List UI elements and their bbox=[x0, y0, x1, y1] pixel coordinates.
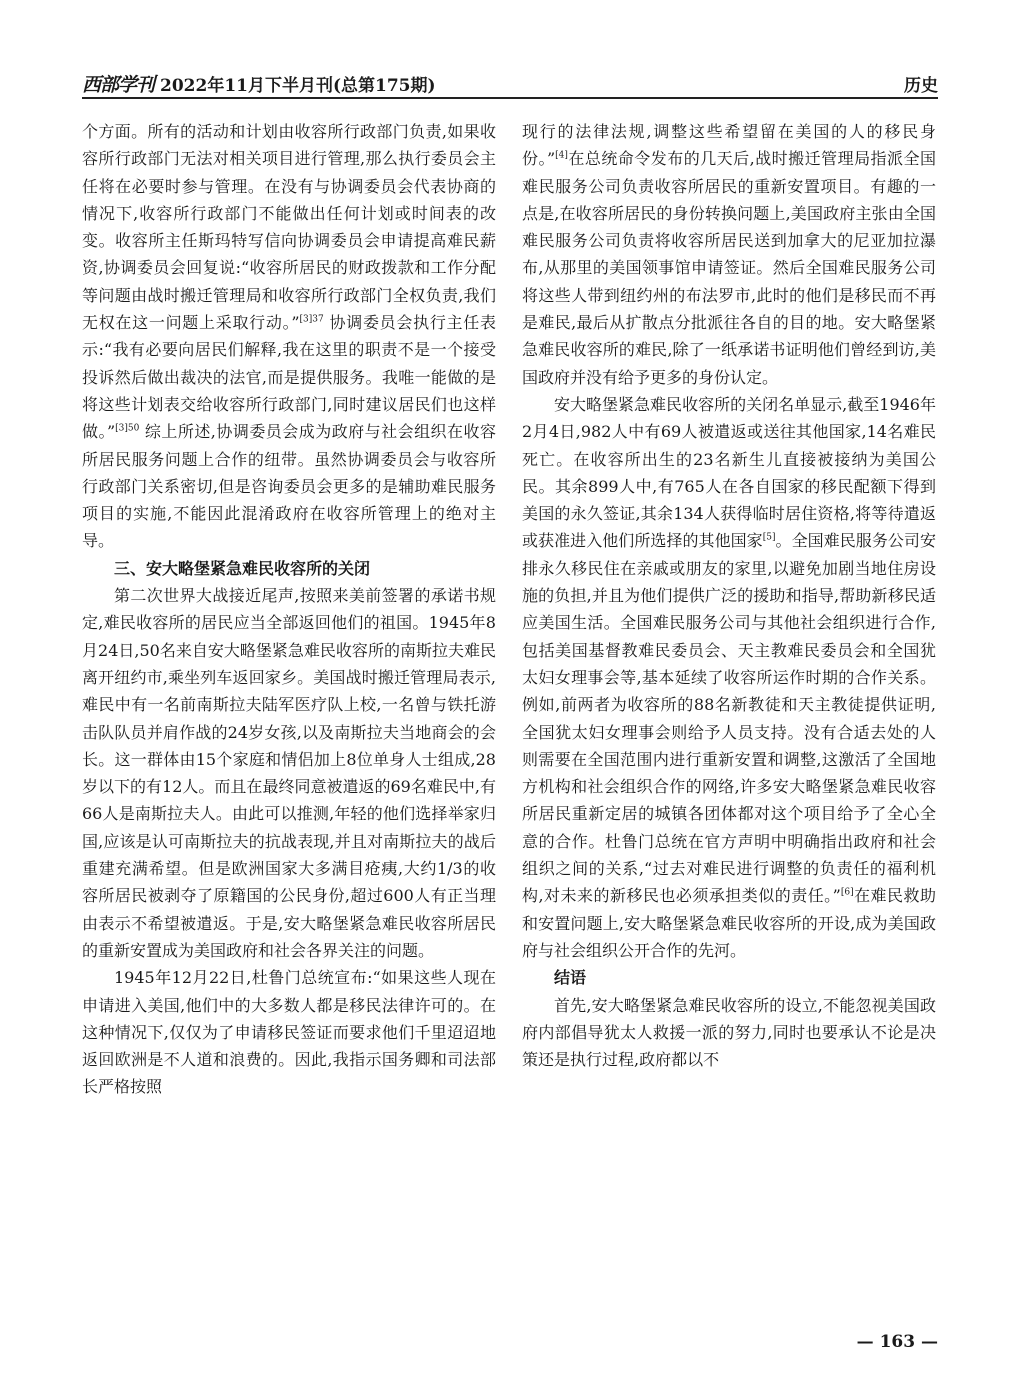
citation: [3]37 bbox=[299, 314, 324, 325]
section-name: 历史 bbox=[904, 76, 938, 96]
page-number: — 163 — bbox=[856, 1332, 938, 1352]
paragraph: 个方面。所有的活动和计划由收容所行政部门负责,如果收容所行政部门无法对相关项目进行管理,那么执行委员会主任将在必要时参与管理。在没有与协调委员会代表协商的情况下,收容所行政部门不能做出任何计划或时间表的改变。收容所主任斯玛特写信向协调委员会申请提高难民薪资,协调委员会回复说:“收容所居民的财政拨款和工作分配等问题由战时搬迁管理局和收容所行政部门全权负责,我们无权在这一问题上采取行动。”$^{[3]37}$ 协调委员会执行主任表示:“我有必要向居民们解释,我在这里的职责不是一个接受投诉然后做出裁决的法官,而是提供服务。我唯一能做的是将这些计划表交给收容所行政部门,同时建议居民们也这样做。”$^{[3]50}$ 综上所述,协调委员会成为政府与社会组织在收容所居民服务问题上合作的纽带。虽然协调委员会与收容所行政部门关系密切,但是咨询委员会更多的是辅助难民服务项目的实施,不能因此混淆政府在收容所管理上的绝对主导。 bbox=[82, 122, 496, 551]
header-rule bbox=[82, 97, 938, 99]
paragraph: 首先,安大略堡紧急难民收容所的设立,不能忽视美国政府内部倡导犹太人救援一派的努力,同时也要承认不论是决策还是执行过程,政府都以不 bbox=[522, 995, 936, 1070]
left-column bbox=[82, 118, 496, 1101]
running-header bbox=[82, 70, 938, 96]
right-column bbox=[522, 118, 936, 1073]
conclusion-heading: 结语 bbox=[554, 968, 587, 988]
paragraph: 现行的法律法规,调整这些希望留在美国的人的移民身份。”[4]在总统命令发布的几天后,战时搬迁管理局指派全国难民服务公司负责收容所居民的重新安置项目。有趣的一点是,在收容所居民的身份转换问题上,美国政府主张由全国难民服务公司负责将收容所居民送到加拿大的尼亚加拉瀑布,从那里的美国领事馆申请签证。然后全国难民服务公司将这些人带到纽约州的布法罗市,此时的他们是移民而不再是难民,最后从扩散点分批派往各自的目的地。安大略堡紧急难民收容所的难民,除了一纸承诺书证明他们曾经到访,美国政府并没有给予更多的身份认定。 bbox=[522, 122, 936, 387]
citation: [4] bbox=[555, 150, 568, 161]
paragraph: 安大略堡紧急难民收容所的关闭名单显示,截至1946年2月4日,982人中有69人被遣返或送往其他国家,14名难民死亡。在收容所出生的23名新生儿直接被接纳为美国公民。其余899人中,有765人在各自国家的移民配额下得到美国的永久签证,其余134人获得临时居住资格,将等待遣返或获准进入他们所选择的其他国家[5]。全国难民服务公司安排永久移民住在亲戚或朋友的家里,以避免加剧当地住房设施的负担,并且为他们提供广泛的援助和指导,帮助新移民适应美国生活。全国难民服务公司与其他社会组织进行合作,包括美国基督教难民委员会、天主教难民委员会和全国犹太妇女理事会等,基本延续了收容所运作时期的合作关系。例如,前两者为收容所的88名新教徒和天主教徒提供证明,全国犹太妇女理事会则给予人员支持。没有合适去处的人则需要在全国范围内进行重新安置和调整,这激活了全国地方机构和社会组织合作的网络,许多安大略堡紧急难民收容所居民重新定居的城镇各团体都对这个项目给予了全心全意的合作。杜鲁门总统在官方声明中明确指出政府和社会组织之间的关系,“过去对难民进行调整的负责任的福利机构,对未来的新移民也必须承担类似的责任。”[6]在难民救助和安置问题上,安大略堡紧急难民收容所的开设,成为美国政府与社会组织公开合作的先河。 bbox=[522, 394, 936, 960]
citation: [3]50 bbox=[115, 423, 140, 434]
paragraph: 第二次世界大战接近尾声,按照来美前签署的承诺书规定,难民收容所的居民应当全部返回他们的祖国。1945年8月24日,50名来自安大略堡紧急难民收容所的南斯拉夫难民离开纽约市,乘坐列车返回家乡。美国战时搬迁管理局表示,难民中有一名前南斯拉夫陆军医疗队上校,一名曾与铁托游击队队员并肩作战的24岁女孩,以及南斯拉夫当地商会的会长。这一群体由15个家庭和情侣加上8位单身人士组成,28岁以下的有12人。而且在最终同意被遣返的69名难民中,有66人是南斯拉夫人。由此可以推测,年轻的他们选择举家归国,应该是认可南斯拉夫的抗战表现,并且对南斯拉夫的战后重建充满希望。但是欧洲国家大多满目疮痍,大约1/3的收容所居民被剥夺了原籍国的公民身份,超过600人有正当理由表示不希望被遣返。于是,安大略堡紧急难民收容所居民的重新安置成为美国政府和社会各界关注的问题。 bbox=[82, 586, 496, 960]
citation: [6] bbox=[840, 887, 854, 898]
section-heading: 三、安大略堡紧急难民收容所的关闭 bbox=[114, 558, 371, 578]
journal-issue: 2022年11月下半月刊(总第175期) bbox=[160, 76, 436, 96]
paragraph: 1945年12月22日,杜鲁门总统宣布:“如果这些人现在申请进入美国,他们中的大多数人都是移民法律许可的。在这种情况下,仅仅为了申请移民签证而要求他们千里迢迢地返回欧洲是不人道和浪费的。因此,我指示国务卿和司法部长严格按照 bbox=[82, 968, 496, 1097]
journal-logo: 西部学刊 bbox=[82, 74, 155, 96]
citation: [5] bbox=[762, 533, 776, 544]
